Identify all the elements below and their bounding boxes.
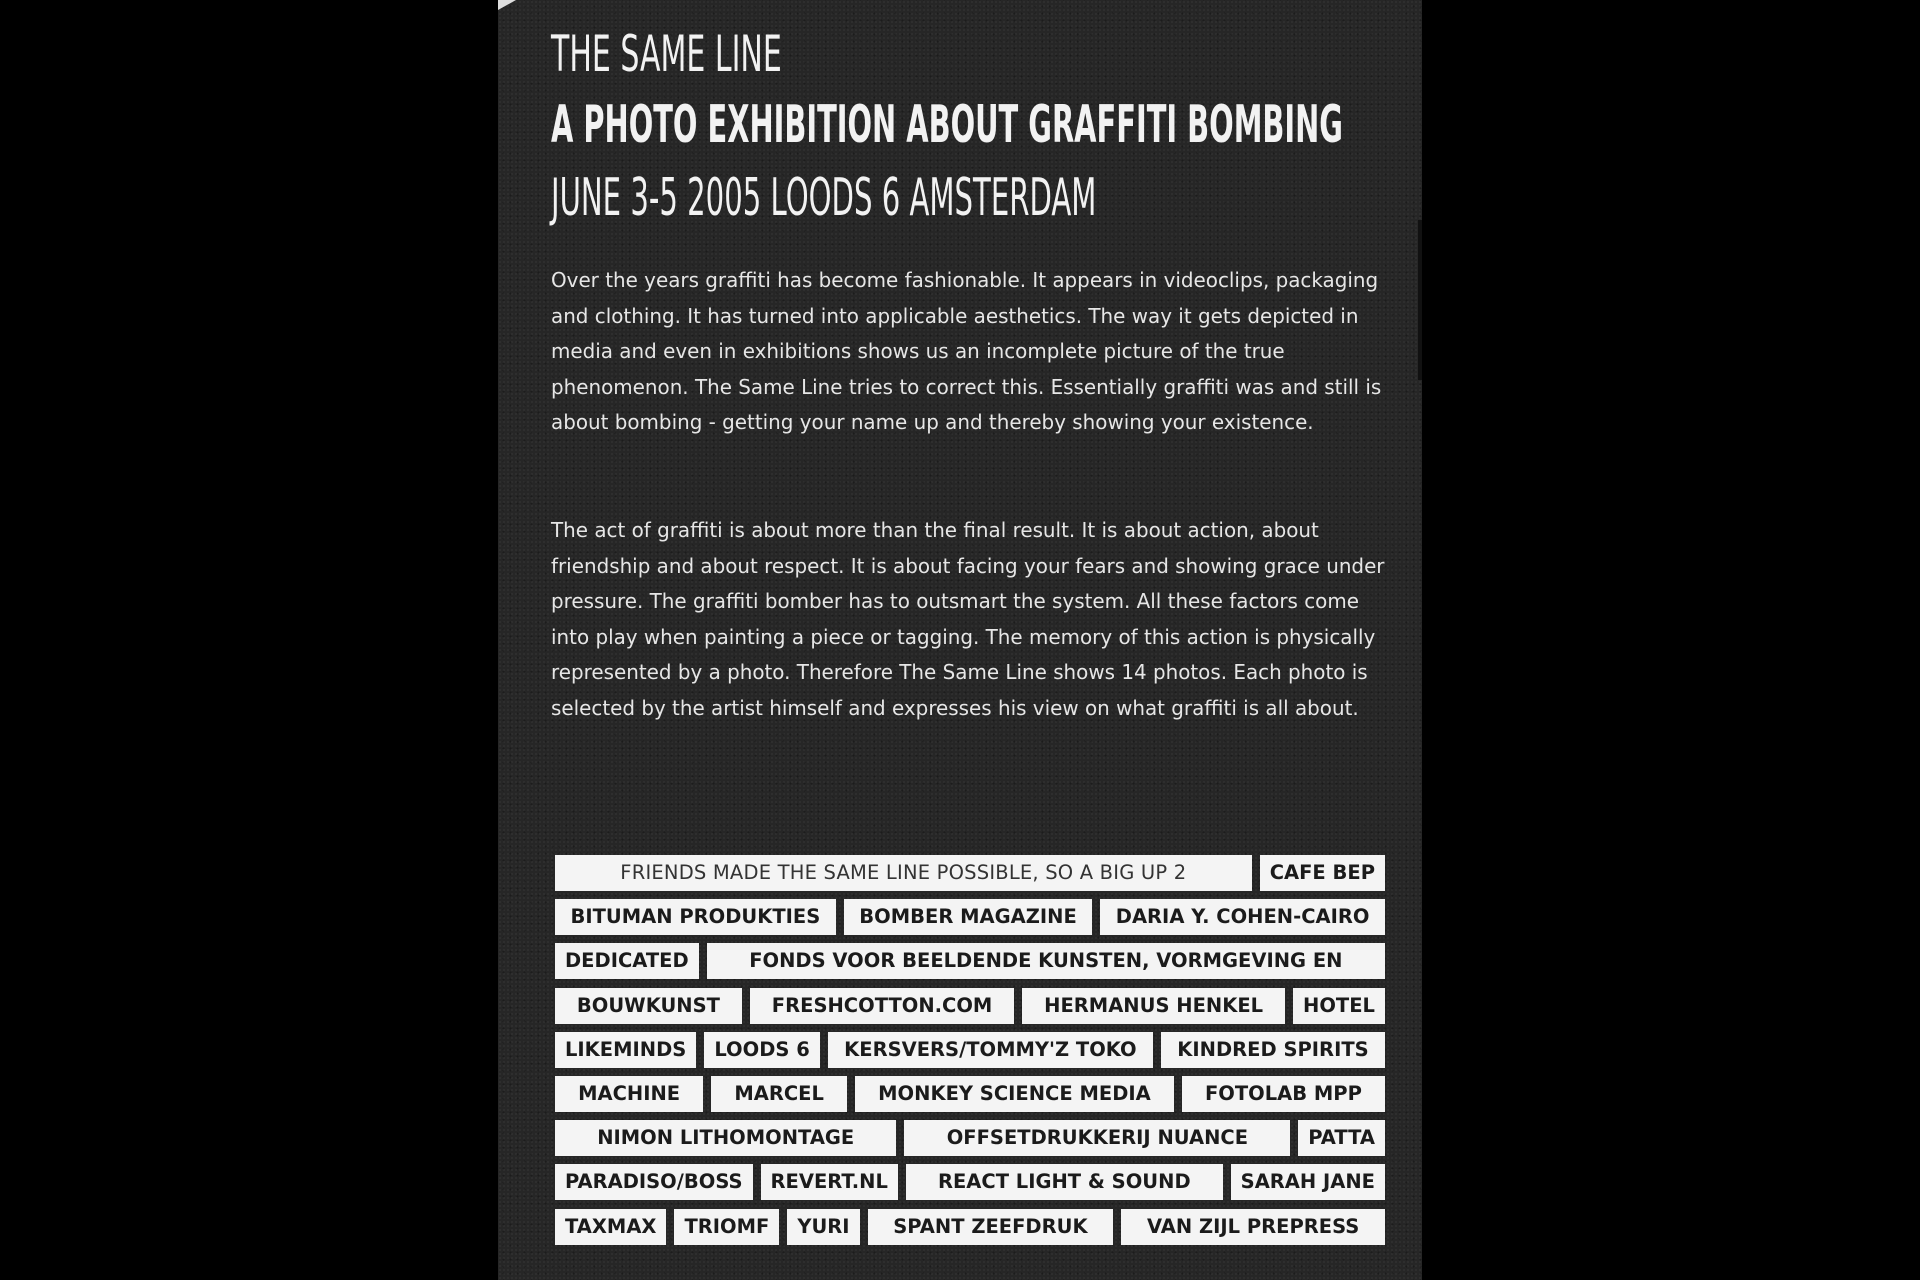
credit-label: PATTA — [1298, 1120, 1385, 1156]
credits-row — [555, 1120, 1385, 1156]
page-edge-shadow — [1418, 220, 1422, 380]
credits-row — [555, 1076, 1385, 1112]
credit-label: LIKEMINDS — [555, 1032, 696, 1068]
credit-label: REACT LIGHT & SOUND — [906, 1164, 1223, 1200]
credit-label: HOTEL — [1293, 988, 1385, 1024]
intro-paragraph: Over the years graffiti has become fashionable. It appears in videoclips, packaging and clothing. It has turned into applicable aesthetics. The way it gets depicted in media and even in exhibitions shows us an incomplete picture of the true phenomenon. The Same Line tries to correct this. Essentially graffiti was and still is about bombing - getting your name up and thereby showing your existence. — [551, 268, 1382, 434]
credit-label: BOMBER MAGAZINE — [844, 899, 1092, 935]
exhibition-title: THE SAME LINE — [551, 25, 782, 83]
credit-label: KERSVERS/TOMMY'Z TOKO — [828, 1032, 1153, 1068]
flyer-page — [498, 0, 1422, 1280]
folded-corner — [498, 0, 516, 10]
credits-row — [555, 943, 1385, 979]
credit-label: HERMANUS HENKEL — [1022, 988, 1285, 1024]
credit-label: DARIA Y. COHEN-CAIRO — [1100, 899, 1385, 935]
credit-label: SPANT ZEEFDRUK — [868, 1209, 1114, 1245]
credit-label: MACHINE — [555, 1076, 703, 1112]
credit-label: MARCEL — [711, 1076, 847, 1112]
credit-label: FRESHCOTTON.COM — [750, 988, 1014, 1024]
credit-label: TRIOMF — [674, 1209, 779, 1245]
credit-label: YURI — [787, 1209, 859, 1245]
credits-row — [555, 988, 1385, 1024]
credit-label: BITUMAN PRODUKTIES — [555, 899, 836, 935]
credit-label: REVERT.NL — [761, 1164, 898, 1200]
date-and-location: JUNE 3-5 2005 LOODS 6 AMSTERDAM — [551, 168, 1097, 228]
credit-label: KINDRED SPIRITS — [1161, 1032, 1385, 1068]
credit-label: CAFE BEP — [1260, 855, 1385, 891]
credits-row — [555, 899, 1385, 935]
concept-paragraph: The act of graffiti is about more than the final result. It is about action, about friendship and about respect. It is about facing your fears and showing grace under pressure. The graffiti bomber has to outsmart the system. All these factors come into play when painting a piece or tagging. The memory of this action is physically represented by a photo. Therefore The Same Line shows 14 photos. Each photo is selected by the artist himself and expresses his view on what graffiti is all about. — [551, 518, 1385, 720]
credit-label: FOTOLAB MPP — [1182, 1076, 1385, 1112]
credit-label: FONDS VOOR BEELDENDE KUNSTEN, VORMGEVING EN — [707, 943, 1385, 979]
credit-label: NIMON LITHOMONTAGE — [555, 1120, 896, 1156]
exhibition-subtitle: A PHOTO EXHIBITION ABOUT GRAFFITI BOMBING — [551, 95, 1343, 155]
credits-row — [555, 855, 1385, 891]
credit-label: PARADISO/BOSS — [555, 1164, 753, 1200]
credits-row — [555, 1164, 1385, 1200]
credits-row — [555, 1209, 1385, 1245]
credits-block — [555, 855, 1385, 1253]
credit-label: VAN ZIJL PREPRESS — [1121, 1209, 1385, 1245]
credits-intro-label: FRIENDS MADE THE SAME LINE POSSIBLE, SO A BIG UP 2 — [555, 855, 1252, 891]
credit-label: BOUWKUNST — [555, 988, 742, 1024]
credit-label: OFFSETDRUKKERIJ NUANCE — [904, 1120, 1290, 1156]
credit-label: TAXMAX — [555, 1209, 666, 1245]
credits-row — [555, 1032, 1385, 1068]
credit-label: MONKEY SCIENCE MEDIA — [855, 1076, 1174, 1112]
credit-label: SARAH JANE — [1231, 1164, 1385, 1200]
credit-label: LOODS 6 — [704, 1032, 819, 1068]
credit-label: DEDICATED — [555, 943, 699, 979]
